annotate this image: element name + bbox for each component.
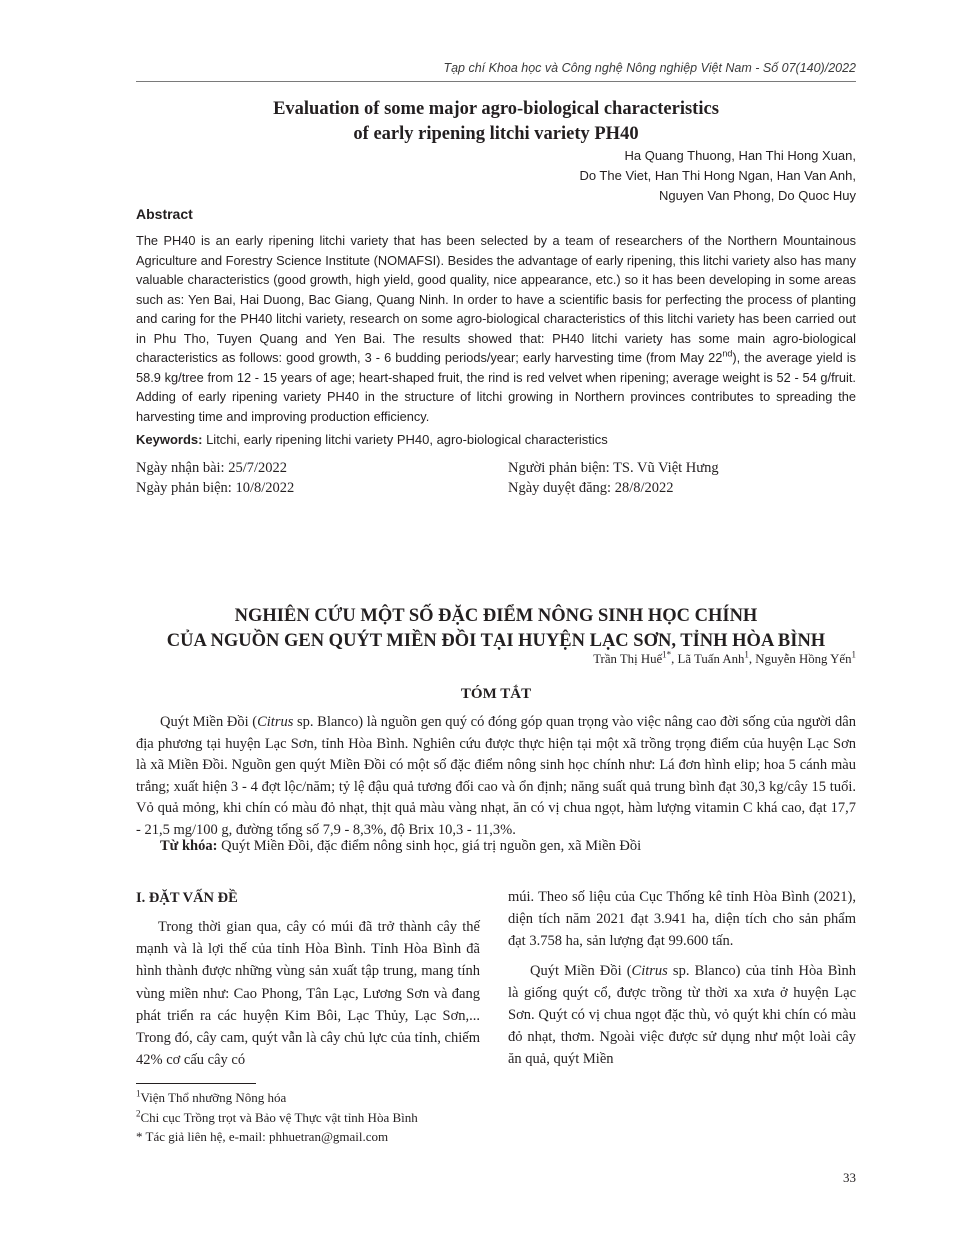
abstract-text-part2: ), the average yield is 58.9 kg/tree from 12 - 15 years of age; heart-shaped fruit, the rind is red velvet when ripening; average weight is 52 - 54 g/fruit. Adding of early ripening variety PH40 in the structure of litchi growing in Northern provinces contributes to spreading the harvesting time and improving production efficiency. [136,350,856,424]
section-heading: I. ĐẶT VẤN ĐỀ [136,890,238,906]
author2: , Lã Tuấn Anh [671,652,745,666]
summary-heading: TÓM TẮT [460,686,532,702]
date-accepted: Ngày duyệt đăng: 28/8/2022 [508,480,674,496]
author2-affiliation: 1 [744,649,749,660]
vietnamese-title [136,604,856,654]
footnote-3: * Tác giả liên hệ, e-mail: phhuetran@gmail.com [136,1129,389,1144]
footnote-2-mark: 2 [136,1108,141,1119]
english-title-line2: of early ripening litchi variety PH40 [353,124,639,144]
footnote-rule [136,1083,256,1084]
reviewer: Người phản biện: TS. Vũ Việt Hưng [508,460,719,476]
summary-part2: sp. Blanco) là nguồn gen quý có đóng góp quan trọng vào việc nâng cao đời sống của người dân địa phương tại huyện Lạc Sơn, tỉnh Hòa Bình. Nghiên cứu được thực hiện tại một xã trồng trọng điểm của huyện Lạc Sơn là xã Miền Đồi. Nguồn gen quýt Miền Đồi có một số đặc điểm nông sinh học chính như: Lá đơn hình elip; hoa 5 cánh màu trắng; xuất hiện 3 - 4 đợt lộc/năm; tỷ lệ đậu quả tương đối cao và ổn định; năng suất quả trung bình đạt 30,3 kg/cây 15 tuổi. Vỏ quả mỏng, khi chín có màu đỏ nhạt, thịt quả màu vàng nhạt, ăn có vị chua ngọt, hàm lượng vitamin C khá cao, đạt 17,7 - 21,5 mg/100 g, đường tổng số 7,9 - 8,3%, độ Brix 10,3 - 11,3%. [136,714,856,838]
footnote-2 [136,1108,418,1128]
abstract-text-part1: The PH40 is an early ripening litchi variety that has been selected by a team of researchers of the Northern Mountainous Agriculture and Forestry Science Institute (NOMAFSI). Besides the advantage of early ripening, this litchi variety also has many valuable characteristics (good growth, high yield, good quality, nice appearance, etc.) so it has been developing in some areas such as: Yen Bai, Hai Duong, Bac Giang, Quang Ninh. In order to have a scientific basis for perfecting the process of planting and caring for the PH40 litchi variety, research on some agro-biological characteristics of this litchi variety has been carried out in Phu Tho, Tuyen Quang and Yen Bai. The results showed that: PH40 litchi variety has some main agro-biological characteristics as follows: good growth, 3 - 6 budding periods/year; early harvesting time (from May 22 [136,233,856,365]
abstract-text [136,231,856,426]
footnote-2-text: Chi cục Trồng trọt và Bảo vệ Thực vật tỉnh Hòa Bình [140,1109,418,1125]
abstract-sup: nd [722,348,733,359]
body-paragraph [508,960,856,1071]
keywords-label: Keywords: [136,432,203,447]
author1-affiliation: 1* [662,649,672,660]
date-received: Ngày nhận bài: 25/7/2022 [136,460,288,476]
author3: , Nguyễn Hồng Yến [748,652,852,666]
author1: Trần Thị Huế [593,652,663,666]
body-column-right [508,886,856,1078]
page-number: 33 [843,1170,856,1185]
body-paragraph: múi. Theo số liệu của Cục Thống kê tỉnh Hòa Bình (2021), diện tích năm 2021 đạt 3.941 ha, diện tích cho sản phẩm đạt 3.758 ha, sản lượng đạt 99.600 tấn. [508,889,856,950]
summary-text [136,712,856,841]
summary-italic: Citrus [257,714,294,730]
abstract-heading: Abstract [136,206,193,222]
english-authors-line1: Ha Quang Thuong, Han Thi Hong Xuan, [624,148,856,163]
dates-right [508,458,719,498]
english-title [136,97,856,147]
author3-affiliation: 1 [851,649,856,660]
vietnamese-title-line1: NGHIÊN CỨU MỘT SỐ ĐẶC ĐIỂM NÔNG SINH HỌC CHÍNH [234,606,758,626]
dates-left [136,458,294,498]
summary-part1: Quýt Miền Đồi ( [160,714,258,730]
vietnamese-title-line2: CỦA NGUỒN GEN QUÝT MIỀN ĐỒI TẠI HUYỆN LẠC SƠN, TỈNH HÒA BÌNH [166,631,826,651]
footnote-1-mark: 1 [136,1088,141,1099]
vn-keywords-label: Từ khóa: [160,838,218,854]
date-reviewed: Ngày phản biện: 10/8/2022 [136,480,295,496]
english-keywords [136,430,856,450]
english-title-line1: Evaluation of some major agro-biological characteristics [273,99,719,119]
vietnamese-authors [400,649,856,667]
vietnamese-keywords [136,836,856,857]
body-paragraph: Trong thời gian qua, cây có múi đã trở thành cây thế mạnh và là lợi thế của tỉnh Hòa Bình. Tỉnh Hòa Bình đã hình thành được những vùng sản xuất tập trung, mang tính vùng miền như: Cao Phong, Tân Lạc, Lương Sơn và đang phát triển ra các huyện Kim Bôi, Lạc Thủy, Lạc Sơn,... Trong đó, cây cam, quýt vẫn là cây chủ lực của tỉnh, chiếm 42% cơ cấu cây có [136,919,480,1069]
journal-header: Tạp chí Khoa học và Công nghệ Nông nghiệp Việt Nam - Số 07(140)/2022 [443,61,856,75]
keywords-text: Litchi, early ripening litchi variety PH40, agro-biological characteristics [202,432,608,447]
footnote-1-text: Viện Thổ nhưỡng Nông hóa [140,1090,287,1105]
body-column-left [136,886,480,1078]
vn-keywords-text: Quýt Miền Đồi, đặc điểm nông sinh học, giá trị nguồn gen, xã Miền Đồi [217,838,642,854]
english-authors-line3: Nguyen Van Phong, Do Quoc Huy [658,188,856,203]
body-text: Quýt Miền Đồi ( [530,962,632,979]
header-rule [136,81,856,82]
footnotes [136,1088,418,1147]
body-italic: Citrus [631,962,668,979]
english-authors [400,146,856,206]
body-text: sp. Blanco) của tỉnh Hòa Bình là giống quýt cổ, được trồng từ thời xa xưa ở huyện Lạc Sơn. Quýt có vị chua ngọt đặc thù, vỏ quýt khi chín có màu đỏ nhạt, thơm. Ngoài việc được sử dụng như một loài cây ăn quả, quýt Miền [508,962,856,1068]
footnote-1 [136,1088,418,1108]
english-authors-line2: Do The Viet, Han Thi Hong Ngan, Han Van Anh, [579,168,856,183]
